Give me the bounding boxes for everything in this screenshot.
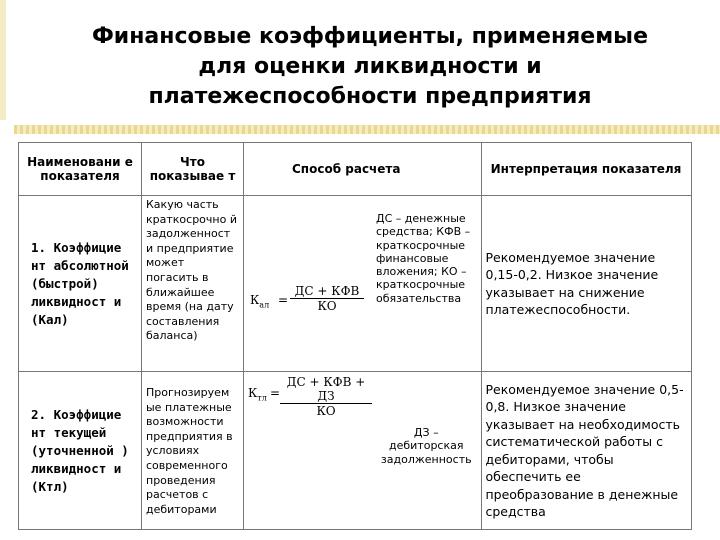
header-name: Наименовани е показателя: [19, 143, 142, 196]
header-interp: Интерпретация показателя: [481, 143, 691, 196]
table-row: [19, 372, 692, 530]
row1-formula-eq: =: [278, 293, 289, 307]
row2-what: Прогнозируем ые платежные возможности предприятия в условиях современного проведения расчетов с дебиторами: [142, 372, 244, 530]
row2-formula-fraction: [280, 375, 372, 418]
row2-formula-den: КО: [316, 404, 336, 418]
corner-decoration: [0, 0, 40, 130]
row1-formula: [244, 196, 373, 372]
row2-formula-eq: =: [270, 386, 281, 400]
title-line-2: для оценки ликвидности и: [198, 54, 542, 79]
header-what: Что показывае т: [142, 143, 244, 196]
row2-interp: Рекомендуемое значение 0,5-0,8. Низкое значение указывает на необходимость систематической работы с дебиторами, чтобы обеспечить ее преобразование в денежные средства: [481, 372, 691, 530]
row2-formula-num: ДС + КФВ + ДЗ: [280, 375, 372, 404]
table-header-row: [19, 143, 692, 196]
header-method-right: [292, 143, 481, 196]
row1-formula-den: КО: [317, 299, 337, 313]
page-title: [40, 22, 700, 112]
row1-formula-fraction: [290, 284, 364, 313]
row2-formula: [244, 372, 373, 530]
row1-legend: ДС – денежные средства; КФВ – краткосрочные финансовые вложения; КО – краткосрочные обязательства: [372, 196, 481, 372]
row2-legend: ДЗ – дебиторская задолженность: [372, 372, 481, 530]
header-method-label: Способ расчета: [292, 162, 401, 176]
row1-formula-num: ДС + КФВ: [290, 284, 364, 299]
row2-formula-label: $К_{тл}$: [248, 386, 267, 403]
title-line-3: платежеспособности предприятия: [148, 84, 592, 109]
table-row: [19, 196, 692, 372]
title-underline-bar: [8, 125, 720, 134]
row1-formula-label: $К_{ал}$: [250, 293, 270, 310]
row1-interp: Рекомендуемое значение 0,15-0,2. Низкое значение указывает на снижение платежеспособности.: [481, 196, 691, 372]
row1-name: 1. Коэффицие нт абсолютной (быстрой) ликвидност и (Кал): [19, 196, 142, 372]
coefficients-table: [18, 142, 692, 530]
bar-cap: [0, 120, 14, 140]
row1-what: Какую часть краткосрочно й задолженност и предприятие может погасить в ближайшее время (на дату составления баланса): [142, 196, 244, 372]
title-line-1: Финансовые коэффициенты, применяемые: [91, 24, 648, 49]
row2-name: 2. Коэффицие нт текущей (уточненной ) ликвидност и (Ктл): [19, 372, 142, 530]
